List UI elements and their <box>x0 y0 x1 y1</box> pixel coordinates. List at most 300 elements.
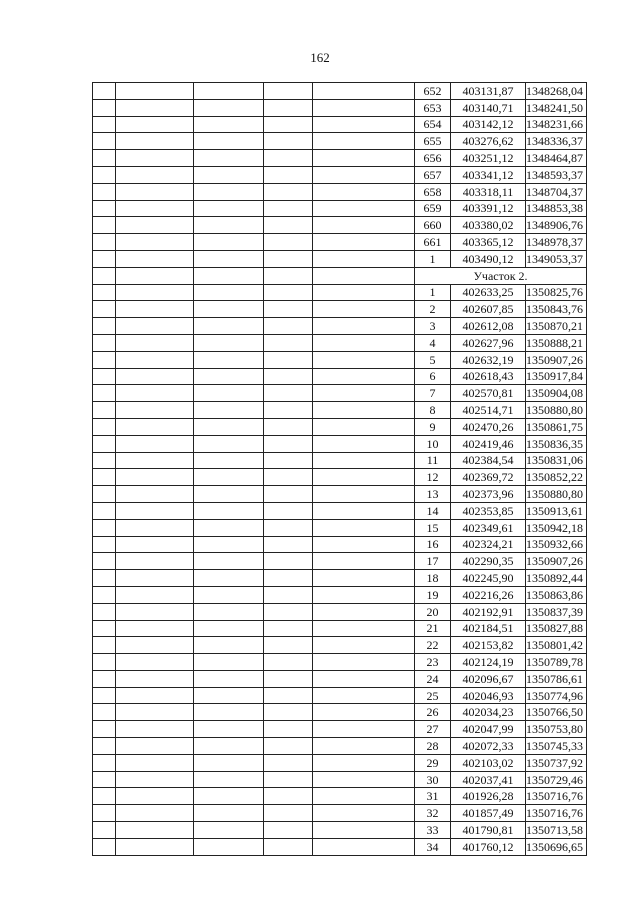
empty-cell <box>93 788 116 805</box>
empty-cell <box>93 570 116 587</box>
empty-cell <box>93 435 116 452</box>
empty-cell <box>264 83 313 100</box>
point-number-cell: 654 <box>415 116 451 133</box>
empty-cell <box>93 318 116 335</box>
point-number-cell: 29 <box>415 754 451 771</box>
x-coordinate-cell: 402184,51 <box>451 620 526 637</box>
empty-cell <box>194 603 264 620</box>
empty-cell <box>93 486 116 503</box>
empty-cell <box>264 654 313 671</box>
y-coordinate-cell: 1350825,76 <box>526 284 587 301</box>
empty-cell <box>194 805 264 822</box>
y-coordinate-cell: 1348241,50 <box>526 99 587 116</box>
empty-cell <box>313 670 415 687</box>
empty-cell <box>313 469 415 486</box>
empty-cell <box>194 788 264 805</box>
empty-cell <box>116 721 194 738</box>
y-coordinate-cell: 1348268,04 <box>526 83 587 100</box>
empty-cell <box>116 620 194 637</box>
empty-cell <box>116 570 194 587</box>
y-coordinate-cell: 1348853,38 <box>526 200 587 217</box>
empty-cell <box>116 402 194 419</box>
empty-cell <box>93 166 116 183</box>
table-row <box>93 721 587 738</box>
empty-cell <box>264 183 313 200</box>
empty-cell <box>194 687 264 704</box>
empty-cell <box>264 519 313 536</box>
y-coordinate-cell: 1350917,84 <box>526 368 587 385</box>
empty-cell <box>116 418 194 435</box>
y-coordinate-cell: 1348593,37 <box>526 166 587 183</box>
empty-cell <box>313 788 415 805</box>
table-row <box>93 301 587 318</box>
empty-cell <box>194 486 264 503</box>
empty-cell <box>194 519 264 536</box>
empty-cell <box>194 838 264 855</box>
x-coordinate-cell: 402618,43 <box>451 368 526 385</box>
empty-cell <box>313 721 415 738</box>
empty-cell <box>264 99 313 116</box>
point-number-cell: 660 <box>415 217 451 234</box>
empty-cell <box>264 435 313 452</box>
empty-cell <box>116 452 194 469</box>
empty-cell <box>313 687 415 704</box>
empty-cell <box>194 452 264 469</box>
y-coordinate-cell: 1350880,80 <box>526 486 587 503</box>
empty-cell <box>194 721 264 738</box>
empty-cell <box>116 788 194 805</box>
empty-cell <box>93 418 116 435</box>
empty-cell <box>116 502 194 519</box>
empty-cell <box>194 637 264 654</box>
point-number-cell: 1 <box>415 284 451 301</box>
empty-cell <box>194 738 264 755</box>
empty-cell <box>194 385 264 402</box>
empty-cell <box>93 738 116 755</box>
y-coordinate-cell: 1350713,58 <box>526 822 587 839</box>
point-number-cell: 31 <box>415 788 451 805</box>
empty-cell <box>194 166 264 183</box>
y-coordinate-cell: 1348704,37 <box>526 183 587 200</box>
empty-cell <box>264 486 313 503</box>
y-coordinate-cell: 1350837,39 <box>526 603 587 620</box>
empty-cell <box>93 183 116 200</box>
empty-cell <box>116 637 194 654</box>
empty-cell <box>313 822 415 839</box>
table-row <box>93 603 587 620</box>
empty-cell <box>93 721 116 738</box>
x-coordinate-cell: 403318,11 <box>451 183 526 200</box>
empty-cell <box>313 805 415 822</box>
point-number-cell: 17 <box>415 553 451 570</box>
empty-cell <box>194 318 264 335</box>
empty-cell <box>313 502 415 519</box>
empty-cell <box>194 351 264 368</box>
table-row <box>93 351 587 368</box>
empty-cell <box>313 217 415 234</box>
empty-cell <box>194 334 264 351</box>
empty-cell <box>313 738 415 755</box>
y-coordinate-cell: 1350913,61 <box>526 502 587 519</box>
empty-cell <box>93 368 116 385</box>
empty-cell <box>264 200 313 217</box>
x-coordinate-cell: 403365,12 <box>451 234 526 251</box>
empty-cell <box>313 250 415 267</box>
empty-cell <box>93 603 116 620</box>
table-row <box>93 788 587 805</box>
empty-cell <box>116 754 194 771</box>
point-number-cell: 655 <box>415 133 451 150</box>
y-coordinate-cell: 1350827,88 <box>526 620 587 637</box>
y-coordinate-cell: 1350904,08 <box>526 385 587 402</box>
x-coordinate-cell: 402047,99 <box>451 721 526 738</box>
point-number-cell: 18 <box>415 570 451 587</box>
point-number-cell: 28 <box>415 738 451 755</box>
empty-cell <box>313 267 415 284</box>
empty-cell <box>194 553 264 570</box>
x-coordinate-cell: 403251,12 <box>451 150 526 167</box>
table-row <box>93 822 587 839</box>
empty-cell <box>264 301 313 318</box>
empty-cell <box>313 99 415 116</box>
empty-cell <box>313 452 415 469</box>
section-header-row <box>93 267 587 284</box>
point-number-cell: 8 <box>415 402 451 419</box>
x-coordinate-cell: 402324,21 <box>451 536 526 553</box>
empty-cell <box>93 637 116 654</box>
empty-cell <box>313 486 415 503</box>
empty-cell <box>313 603 415 620</box>
table-row <box>93 133 587 150</box>
empty-cell <box>93 536 116 553</box>
empty-cell <box>116 687 194 704</box>
empty-cell <box>264 234 313 251</box>
empty-cell <box>194 250 264 267</box>
x-coordinate-cell: 402470,26 <box>451 418 526 435</box>
empty-cell <box>93 822 116 839</box>
empty-cell <box>93 519 116 536</box>
empty-cell <box>93 284 116 301</box>
empty-cell <box>93 217 116 234</box>
y-coordinate-cell: 1350892,44 <box>526 570 587 587</box>
y-coordinate-cell: 1350729,46 <box>526 771 587 788</box>
coordinates-table <box>92 82 587 856</box>
table-row <box>93 738 587 755</box>
empty-cell <box>194 670 264 687</box>
x-coordinate-cell: 403276,62 <box>451 133 526 150</box>
x-coordinate-cell: 402570,81 <box>451 385 526 402</box>
empty-cell <box>194 116 264 133</box>
x-coordinate-cell: 402103,02 <box>451 754 526 771</box>
table-row <box>93 704 587 721</box>
x-coordinate-cell: 402633,25 <box>451 284 526 301</box>
empty-cell <box>313 536 415 553</box>
empty-cell <box>116 738 194 755</box>
x-coordinate-cell: 402192,91 <box>451 603 526 620</box>
empty-cell <box>116 654 194 671</box>
empty-cell <box>194 536 264 553</box>
point-number-cell: 14 <box>415 502 451 519</box>
table-row <box>93 754 587 771</box>
table-row <box>93 469 587 486</box>
empty-cell <box>93 83 116 100</box>
point-number-cell: 657 <box>415 166 451 183</box>
point-number-cell: 13 <box>415 486 451 503</box>
y-coordinate-cell: 1350801,42 <box>526 637 587 654</box>
empty-cell <box>116 603 194 620</box>
table-row <box>93 805 587 822</box>
table-row <box>93 519 587 536</box>
table-row <box>93 435 587 452</box>
empty-cell <box>194 418 264 435</box>
empty-cell <box>313 284 415 301</box>
x-coordinate-cell: 403131,87 <box>451 83 526 100</box>
x-coordinate-cell: 403490,12 <box>451 250 526 267</box>
y-coordinate-cell: 1350852,22 <box>526 469 587 486</box>
empty-cell <box>313 385 415 402</box>
empty-cell <box>116 805 194 822</box>
y-coordinate-cell: 1348906,76 <box>526 217 587 234</box>
empty-cell <box>264 469 313 486</box>
x-coordinate-cell: 402153,82 <box>451 637 526 654</box>
empty-cell <box>93 267 116 284</box>
y-coordinate-cell: 1350942,18 <box>526 519 587 536</box>
point-number-cell: 5 <box>415 351 451 368</box>
table-row <box>93 166 587 183</box>
y-coordinate-cell: 1350907,26 <box>526 553 587 570</box>
point-number-cell: 34 <box>415 838 451 855</box>
table-row <box>93 553 587 570</box>
empty-cell <box>194 704 264 721</box>
y-coordinate-cell: 1350861,75 <box>526 418 587 435</box>
empty-cell <box>116 486 194 503</box>
empty-cell <box>313 234 415 251</box>
empty-cell <box>264 166 313 183</box>
y-coordinate-cell: 1350880,80 <box>526 402 587 419</box>
empty-cell <box>264 334 313 351</box>
empty-cell <box>116 200 194 217</box>
table-row <box>93 200 587 217</box>
x-coordinate-cell: 402046,93 <box>451 687 526 704</box>
point-number-cell: 27 <box>415 721 451 738</box>
x-coordinate-cell: 402632,19 <box>451 351 526 368</box>
x-coordinate-cell: 402612,08 <box>451 318 526 335</box>
empty-cell <box>264 687 313 704</box>
table-row <box>93 486 587 503</box>
point-number-cell: 32 <box>415 805 451 822</box>
point-number-cell: 21 <box>415 620 451 637</box>
y-coordinate-cell: 1348464,87 <box>526 150 587 167</box>
empty-cell <box>116 166 194 183</box>
empty-cell <box>313 754 415 771</box>
table-row <box>93 334 587 351</box>
empty-cell <box>93 670 116 687</box>
point-number-cell: 10 <box>415 435 451 452</box>
empty-cell <box>116 469 194 486</box>
empty-cell <box>116 250 194 267</box>
y-coordinate-cell: 1350696,65 <box>526 838 587 855</box>
table-row <box>93 771 587 788</box>
empty-cell <box>264 351 313 368</box>
empty-cell <box>116 838 194 855</box>
page-number: 162 <box>310 50 330 65</box>
point-number-cell: 2 <box>415 301 451 318</box>
x-coordinate-cell: 402124,19 <box>451 654 526 671</box>
empty-cell <box>194 267 264 284</box>
y-coordinate-cell: 1348978,37 <box>526 234 587 251</box>
empty-cell <box>116 519 194 536</box>
x-coordinate-cell: 403391,12 <box>451 200 526 217</box>
empty-cell <box>313 553 415 570</box>
empty-cell <box>264 452 313 469</box>
empty-cell <box>116 822 194 839</box>
empty-cell <box>93 334 116 351</box>
empty-cell <box>264 603 313 620</box>
empty-cell <box>116 368 194 385</box>
empty-cell <box>194 502 264 519</box>
y-coordinate-cell: 1350932,66 <box>526 536 587 553</box>
table-row <box>93 452 587 469</box>
empty-cell <box>194 284 264 301</box>
table-row <box>93 654 587 671</box>
x-coordinate-cell: 401790,81 <box>451 822 526 839</box>
y-coordinate-cell: 1350745,33 <box>526 738 587 755</box>
empty-cell <box>194 183 264 200</box>
empty-cell <box>264 788 313 805</box>
empty-cell <box>264 721 313 738</box>
empty-cell <box>313 301 415 318</box>
empty-cell <box>264 738 313 755</box>
empty-cell <box>116 267 194 284</box>
empty-cell <box>194 469 264 486</box>
empty-cell <box>194 368 264 385</box>
empty-cell <box>313 351 415 368</box>
empty-cell <box>194 133 264 150</box>
empty-cell <box>264 116 313 133</box>
x-coordinate-cell: 402349,61 <box>451 519 526 536</box>
table-row <box>93 150 587 167</box>
empty-cell <box>116 536 194 553</box>
empty-cell <box>194 99 264 116</box>
point-number-cell: 9 <box>415 418 451 435</box>
point-number-cell: 6 <box>415 368 451 385</box>
empty-cell <box>93 116 116 133</box>
point-number-cell: 22 <box>415 637 451 654</box>
point-number-cell: 4 <box>415 334 451 351</box>
empty-cell <box>264 620 313 637</box>
empty-cell <box>264 670 313 687</box>
empty-cell <box>194 435 264 452</box>
x-coordinate-cell: 402373,96 <box>451 486 526 503</box>
empty-cell <box>116 183 194 200</box>
empty-cell <box>116 150 194 167</box>
empty-cell <box>264 805 313 822</box>
y-coordinate-cell: 1348336,37 <box>526 133 587 150</box>
empty-cell <box>264 217 313 234</box>
empty-cell <box>194 200 264 217</box>
empty-cell <box>116 385 194 402</box>
empty-cell <box>93 402 116 419</box>
empty-cell <box>93 150 116 167</box>
x-coordinate-cell: 401760,12 <box>451 838 526 855</box>
empty-cell <box>194 586 264 603</box>
empty-cell <box>93 502 116 519</box>
empty-cell <box>264 150 313 167</box>
empty-cell <box>93 687 116 704</box>
empty-cell <box>116 301 194 318</box>
table-row <box>93 183 587 200</box>
empty-cell <box>264 704 313 721</box>
empty-cell <box>264 570 313 587</box>
empty-cell <box>116 670 194 687</box>
empty-cell <box>93 586 116 603</box>
table-row <box>93 687 587 704</box>
table-row <box>93 670 587 687</box>
empty-cell <box>116 116 194 133</box>
empty-cell <box>194 301 264 318</box>
empty-cell <box>116 435 194 452</box>
empty-cell <box>264 133 313 150</box>
empty-cell <box>264 586 313 603</box>
y-coordinate-cell: 1350737,92 <box>526 754 587 771</box>
empty-cell <box>313 150 415 167</box>
empty-cell <box>264 418 313 435</box>
point-number-cell: 16 <box>415 536 451 553</box>
empty-cell <box>264 267 313 284</box>
y-coordinate-cell: 1350843,76 <box>526 301 587 318</box>
point-number-cell: 24 <box>415 670 451 687</box>
empty-cell <box>116 99 194 116</box>
y-coordinate-cell: 1350907,26 <box>526 351 587 368</box>
point-number-cell: 11 <box>415 452 451 469</box>
empty-cell <box>116 334 194 351</box>
x-coordinate-cell: 403140,71 <box>451 99 526 116</box>
empty-cell <box>116 586 194 603</box>
point-number-cell: 15 <box>415 519 451 536</box>
table-row <box>93 385 587 402</box>
empty-cell <box>264 502 313 519</box>
x-coordinate-cell: 401926,28 <box>451 788 526 805</box>
empty-cell <box>264 402 313 419</box>
y-coordinate-cell: 1349053,37 <box>526 250 587 267</box>
point-number-cell: 7 <box>415 385 451 402</box>
empty-cell <box>264 385 313 402</box>
empty-cell <box>116 771 194 788</box>
x-coordinate-cell: 402514,71 <box>451 402 526 419</box>
empty-cell <box>93 838 116 855</box>
empty-cell <box>313 704 415 721</box>
y-coordinate-cell: 1350716,76 <box>526 805 587 822</box>
empty-cell <box>194 402 264 419</box>
table-row <box>93 99 587 116</box>
y-coordinate-cell: 1350716,76 <box>526 788 587 805</box>
empty-cell <box>264 318 313 335</box>
y-coordinate-cell: 1350789,78 <box>526 654 587 671</box>
empty-cell <box>313 637 415 654</box>
empty-cell <box>116 217 194 234</box>
x-coordinate-cell: 401857,49 <box>451 805 526 822</box>
table-row <box>93 570 587 587</box>
x-coordinate-cell: 402216,26 <box>451 586 526 603</box>
x-coordinate-cell: 402245,90 <box>451 570 526 587</box>
empty-cell <box>313 318 415 335</box>
table-row <box>93 217 587 234</box>
table-row <box>93 318 587 335</box>
x-coordinate-cell: 402627,96 <box>451 334 526 351</box>
empty-cell <box>93 234 116 251</box>
empty-cell <box>93 805 116 822</box>
empty-cell <box>93 133 116 150</box>
